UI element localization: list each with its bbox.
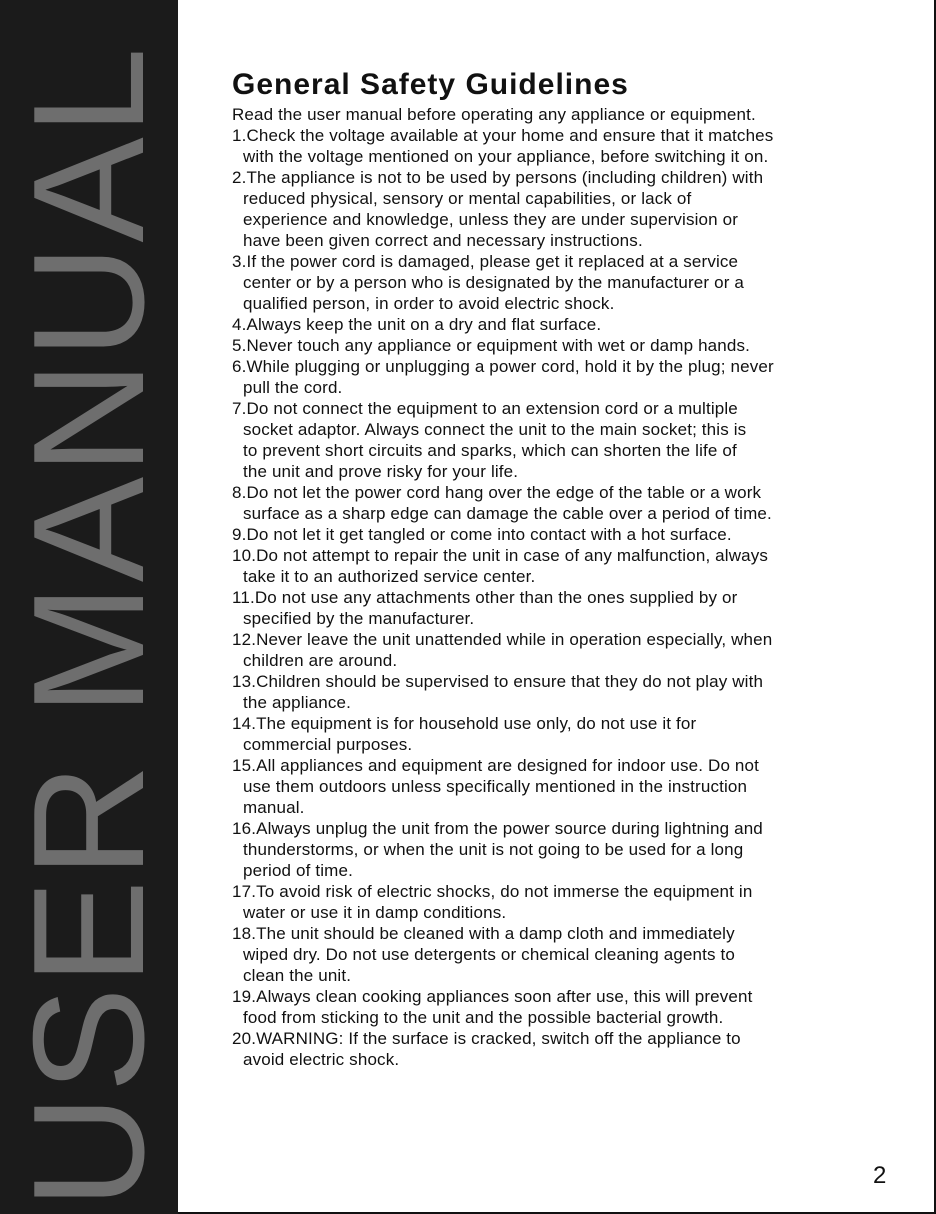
list-item-line: 11.Do not use any attachments other than the ones supplied by or	[232, 588, 738, 607]
list-item-line: qualified person, in order to avoid electric shock.	[243, 294, 615, 313]
list-item-line: 17.To avoid risk of electric shocks, do not immerse the equipment in	[232, 882, 753, 901]
list-item-line: 8.Do not let the power cord hang over the edge of the table or a work	[232, 483, 762, 502]
list-item-line: 12.Never leave the unit unattended while in operation especially, when	[232, 630, 773, 649]
list-item-line: to prevent short circuits and sparks, which can shorten the life of	[243, 441, 737, 460]
list-item-line: commercial purposes.	[243, 735, 413, 754]
list-item-line: 9.Do not let it get tangled or come into contact with a hot surface.	[232, 525, 732, 544]
list-item-line: 16.Always unplug the unit from the power source during lightning and	[232, 819, 763, 838]
list-item-line: center or by a person who is designated by the manufacturer or a	[243, 273, 744, 292]
list-item	[232, 881, 892, 923]
list-item	[232, 398, 892, 482]
list-item-line: 19.Always clean cooking appliances soon after use, this will prevent	[232, 987, 753, 1006]
list-item	[232, 314, 892, 335]
list-item-line: 14.The equipment is for household use only, do not use it for	[232, 714, 697, 733]
list-item-line: manual.	[243, 798, 305, 817]
list-item-line: use them outdoors unless specifically mentioned in the instruction	[243, 777, 748, 796]
list-item	[232, 545, 892, 587]
list-item	[232, 923, 892, 986]
list-item-line: avoid electric shock.	[243, 1050, 400, 1069]
list-item-line: 18.The unit should be cleaned with a damp cloth and immediately	[232, 924, 735, 943]
list-item	[232, 251, 892, 314]
document-content	[232, 66, 892, 1070]
list-item	[232, 524, 892, 545]
list-item-line: with the voltage mentioned on your appliance, before switching it on.	[243, 147, 769, 166]
list-item-line: pull the cord.	[243, 378, 343, 397]
list-item-line: reduced physical, sensory or mental capabilities, or lack of	[243, 189, 692, 208]
intro-paragraph: Read the user manual before operating any appliance or equipment.	[232, 105, 756, 124]
list-item	[232, 629, 892, 671]
list-item-line: 20.WARNING: If the surface is cracked, switch off the appliance to	[232, 1029, 741, 1048]
list-item-line: surface as a sharp edge can damage the cable over a period of time.	[243, 504, 772, 523]
list-item	[232, 335, 892, 356]
list-item-line: 5.Never touch any appliance or equipment with wet or damp hands.	[232, 336, 751, 355]
list-item-line: have been given correct and necessary instructions.	[243, 231, 643, 250]
list-item	[232, 587, 892, 629]
list-item-line: socket adaptor. Always connect the unit to the main socket; this is	[243, 420, 747, 439]
list-item-line: 6.While plugging or unplugging a power cord, hold it by the plug; never	[232, 357, 774, 376]
list-item	[232, 125, 892, 167]
list-item-line: children are around.	[243, 651, 398, 670]
list-item-line: specified by the manufacturer.	[243, 609, 475, 628]
list-item	[232, 167, 892, 251]
list-item	[232, 671, 892, 713]
page-title: General Safety Guidelines	[232, 68, 629, 101]
list-item	[232, 755, 892, 818]
list-item-line: 10.Do not attempt to repair the unit in case of any malfunction, always	[232, 546, 769, 565]
list-item-line: thunderstorms, or when the unit is not going to be used for a long	[243, 840, 744, 859]
guidelines-list	[232, 125, 892, 1070]
list-item-line: the appliance.	[243, 693, 351, 712]
list-item-line: wiped dry. Do not use detergents or chemical cleaning agents to	[243, 945, 736, 964]
list-item-line: period of time.	[243, 861, 353, 880]
page-number: 2	[873, 1162, 887, 1189]
list-item	[232, 356, 892, 398]
list-item-line: 7.Do not connect the equipment to an extension cord or a multiple	[232, 399, 738, 418]
list-item-line: 15.All appliances and equipment are designed for indoor use. Do not	[232, 756, 760, 775]
list-item-line: 4.Always keep the unit on a dry and flat surface.	[232, 315, 602, 334]
list-item-line: water or use it in damp conditions.	[243, 903, 507, 922]
list-item-line: 13.Children should be supervised to ensure that they do not play with	[232, 672, 764, 691]
sidebar-vertical-title: USER MANUAL	[1, 45, 177, 1209]
list-item-line: the unit and prove risky for your life.	[243, 462, 519, 481]
list-item-line: clean the unit.	[243, 966, 352, 985]
list-item-line: take it to an authorized service center.	[243, 567, 536, 586]
list-item	[232, 986, 892, 1028]
list-item-line: food from sticking to the unit and the possible bacterial growth.	[243, 1008, 724, 1027]
list-item	[232, 818, 892, 881]
sidebar-banner	[0, 0, 178, 1214]
list-item-line: experience and knowledge, unless they are under supervision or	[243, 210, 739, 229]
list-item-line: 2.The appliance is not to be used by persons (including children) with	[232, 168, 764, 187]
list-item	[232, 713, 892, 755]
list-item-line: 1.Check the voltage available at your home and ensure that it matches	[232, 126, 774, 145]
list-item	[232, 482, 892, 524]
list-item	[232, 1028, 892, 1070]
list-item-line: 3.If the power cord is damaged, please get it replaced at a service	[232, 252, 739, 271]
